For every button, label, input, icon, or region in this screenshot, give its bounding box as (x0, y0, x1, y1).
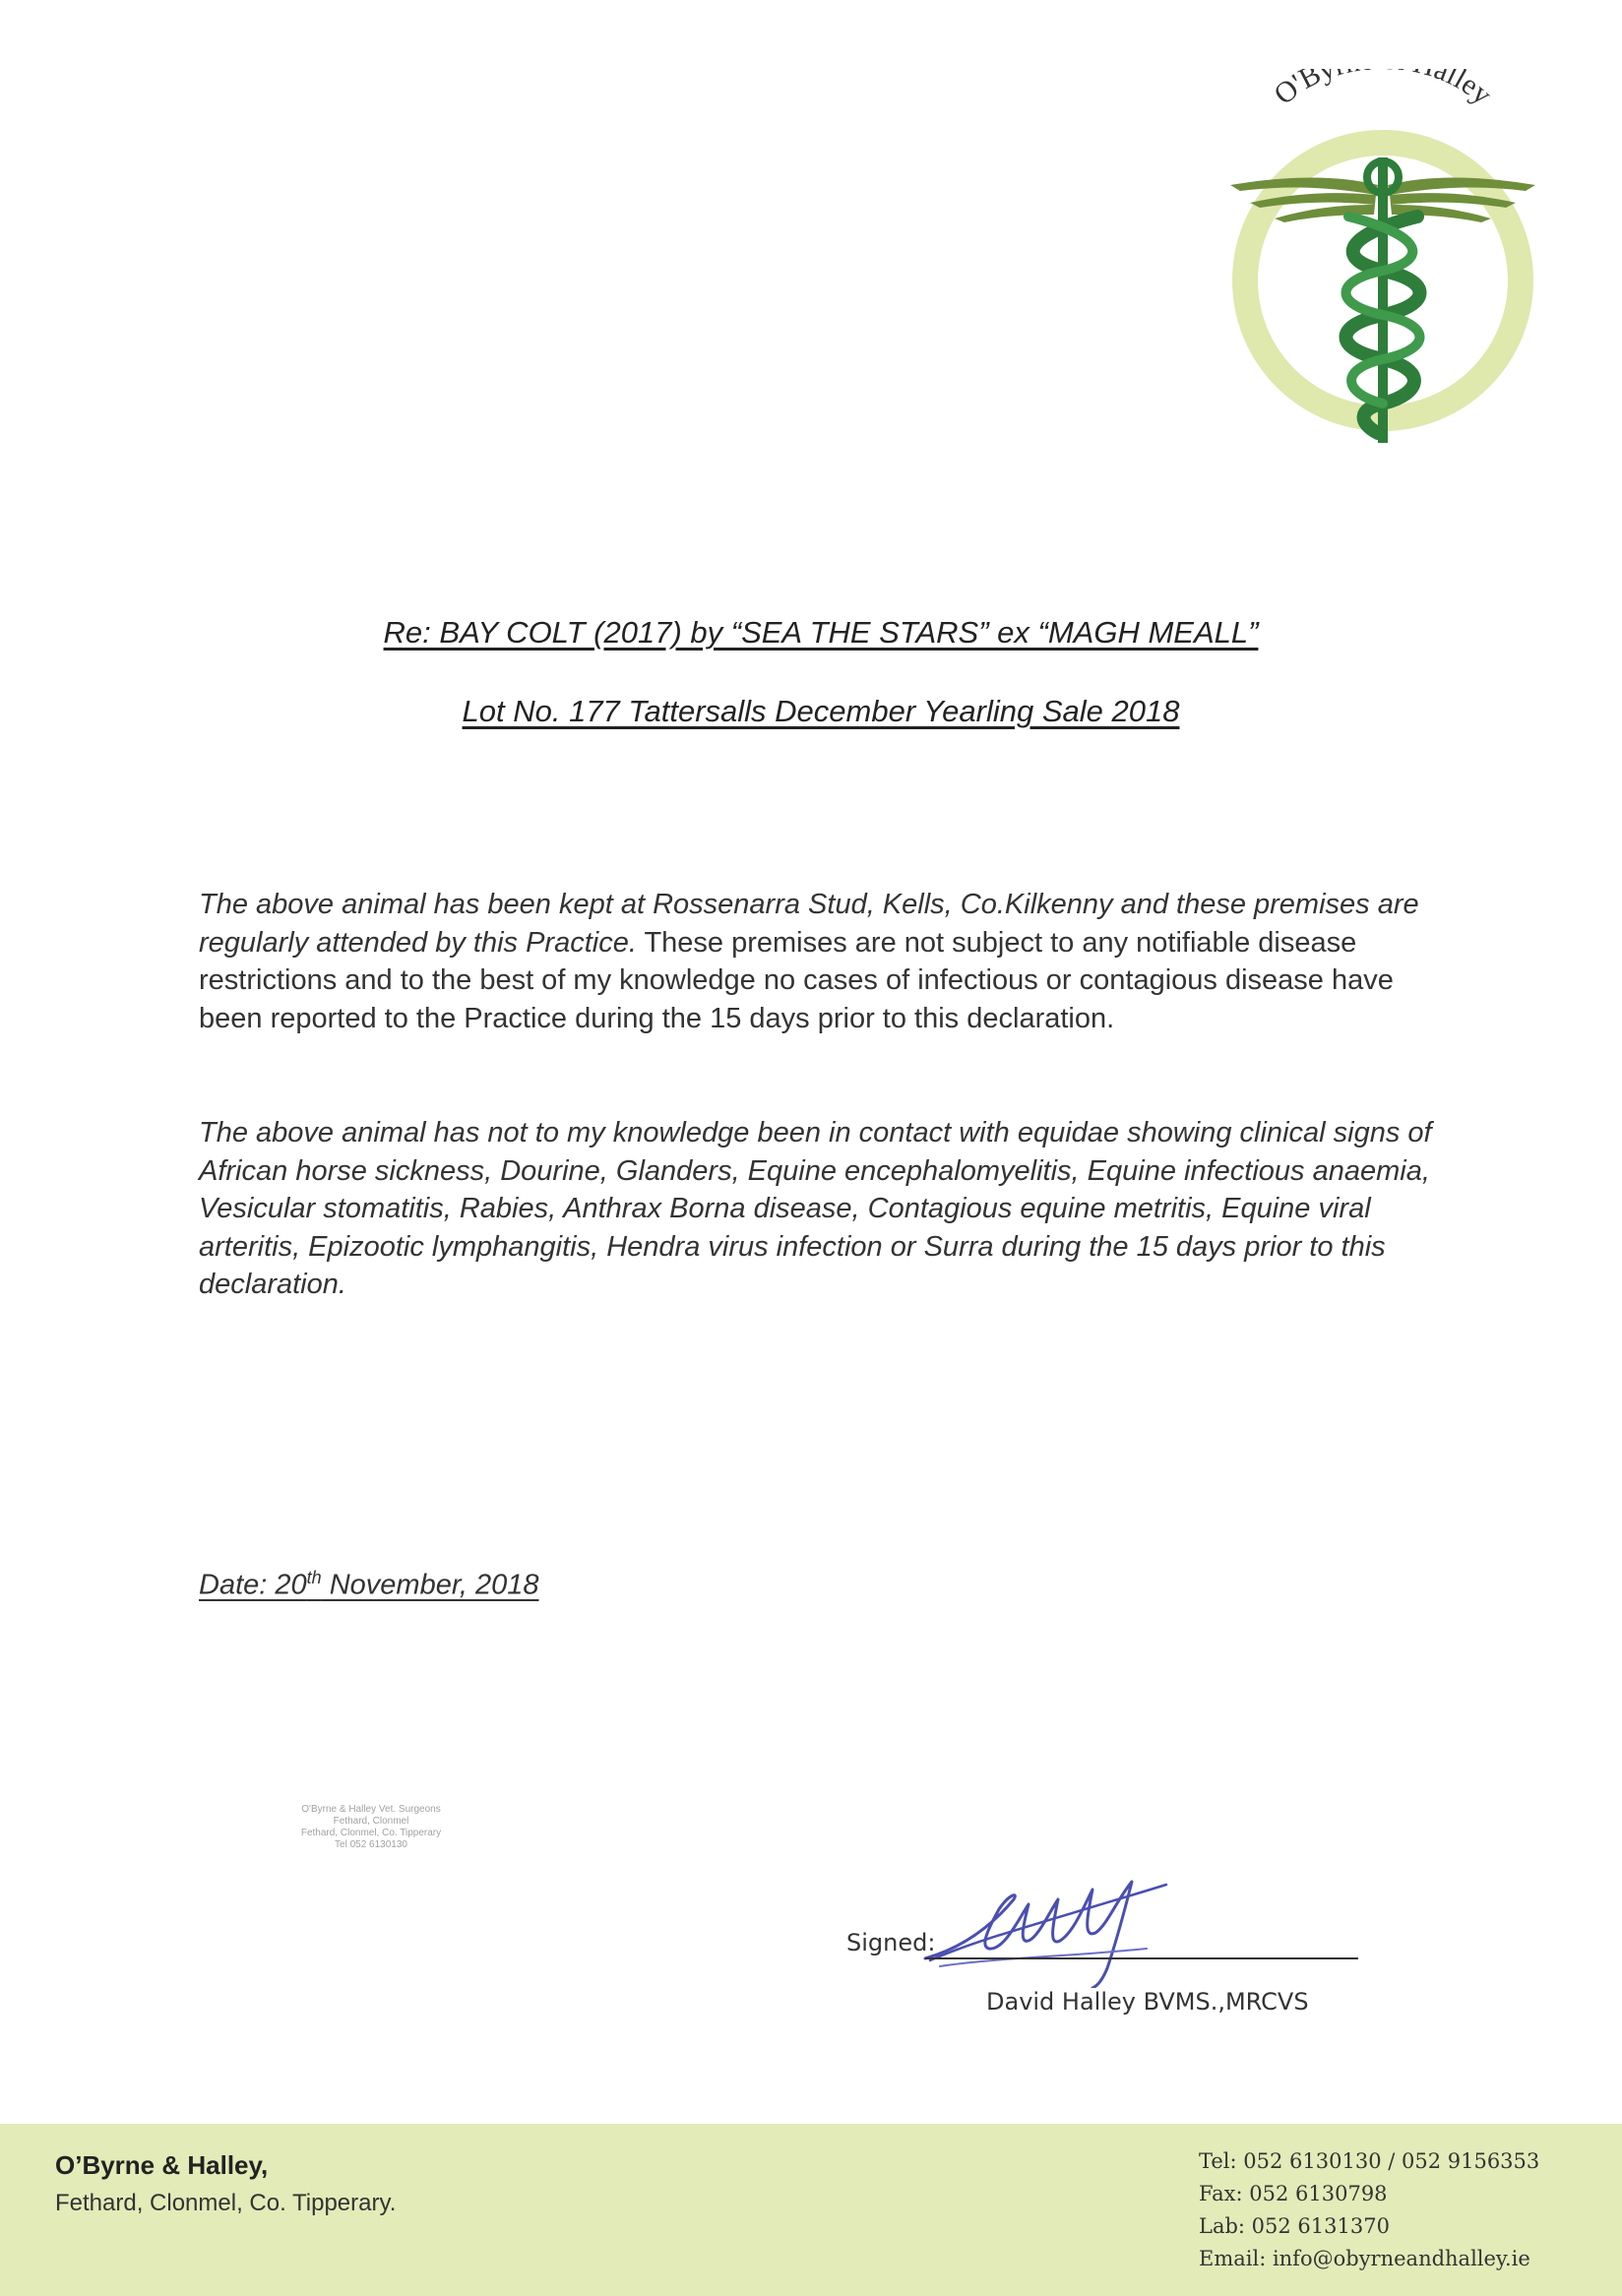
date-prefix: Date: 20 (199, 1569, 307, 1601)
paragraph-contact (199, 1114, 1449, 1304)
subject-heading: Re: BAY COLT (2017) by “SEA THE STARS” ex “MAGH MEALL” (383, 615, 1259, 650)
paragraph-contact-text: The above animal has not to my knowledge been in contact with equidae showing clinical signs of African horse sickness, Dourine, Glanders, Equine encephalomyelitis, Equine infectious anaemia, Vesicular stomatitis, Rabies, Anthrax Borna disease, Contagious equine metritis, Equine viral arteritis, Epizootic lymphangitis, Hendra virus infection or Surra during the 15 days prior to this declaration. (199, 1117, 1432, 1300)
footer-company: O’Byrne & Halley, (55, 2150, 269, 2180)
practice-logo (1220, 69, 1545, 453)
footer-address: Fethard, Clonmel, Co. Tipperary. (55, 2190, 397, 2216)
signature-line (925, 1957, 1358, 1959)
signatory-name: David Halley BVMS.,MRCVS (986, 1988, 1309, 2016)
caduceus-icon (1220, 69, 1545, 453)
logo-text: O'By alley (1268, 69, 1499, 111)
stamp-line: Fethard, Clonmel (333, 1816, 409, 1827)
signed-label: Signed: (846, 1929, 936, 1956)
stamp-line: Fethard, Clonmel, Co. Tipperary (300, 1828, 442, 1838)
footer-lab: Lab: 052 6131370 (1199, 2214, 1390, 2238)
stamp-line: O'Byrne & Halley Vet. Surgeons (301, 1804, 441, 1815)
footer-contact (1199, 2145, 1539, 2275)
lot-heading: Lot No. 177 Tattersalls December Yearling Sale 2018 (462, 694, 1180, 728)
date-rest: November, 2018 (321, 1569, 539, 1601)
handwritten-signature (920, 1870, 1176, 1988)
declaration-date (199, 1568, 539, 1602)
footer (0, 2124, 1622, 2296)
paragraph-premises (199, 886, 1449, 1037)
signature-block (846, 1870, 1378, 2027)
footer-tel: Tel: 052 6130130 / 052 9156353 (1199, 2149, 1540, 2173)
footer-email: Email: info@obyrneandhalley.ie (1199, 2247, 1530, 2270)
date-suffix: th (306, 1568, 322, 1587)
footer-fax: Fax: 052 6130798 (1199, 2182, 1388, 2205)
practice-stamp (278, 1804, 465, 1851)
paragraph-premises-rest: These premises are not subject to any notifiable disease restrictions and to the best of my knowledge no cases of infectious or contagious disease have been reported to the Practice during the 15 days prior to this declaration. (199, 926, 1394, 1034)
svg-text:O'Byrne & Halley (1268, 69, 1498, 111)
paragraph-premises-italic: The above animal has been kept at Rossenarra Stud, Kells, Co.Kilkenny and these premises are regularly attended by this Practice. (199, 889, 1419, 959)
stamp-line: Tel 052 6130130 (335, 1839, 407, 1850)
